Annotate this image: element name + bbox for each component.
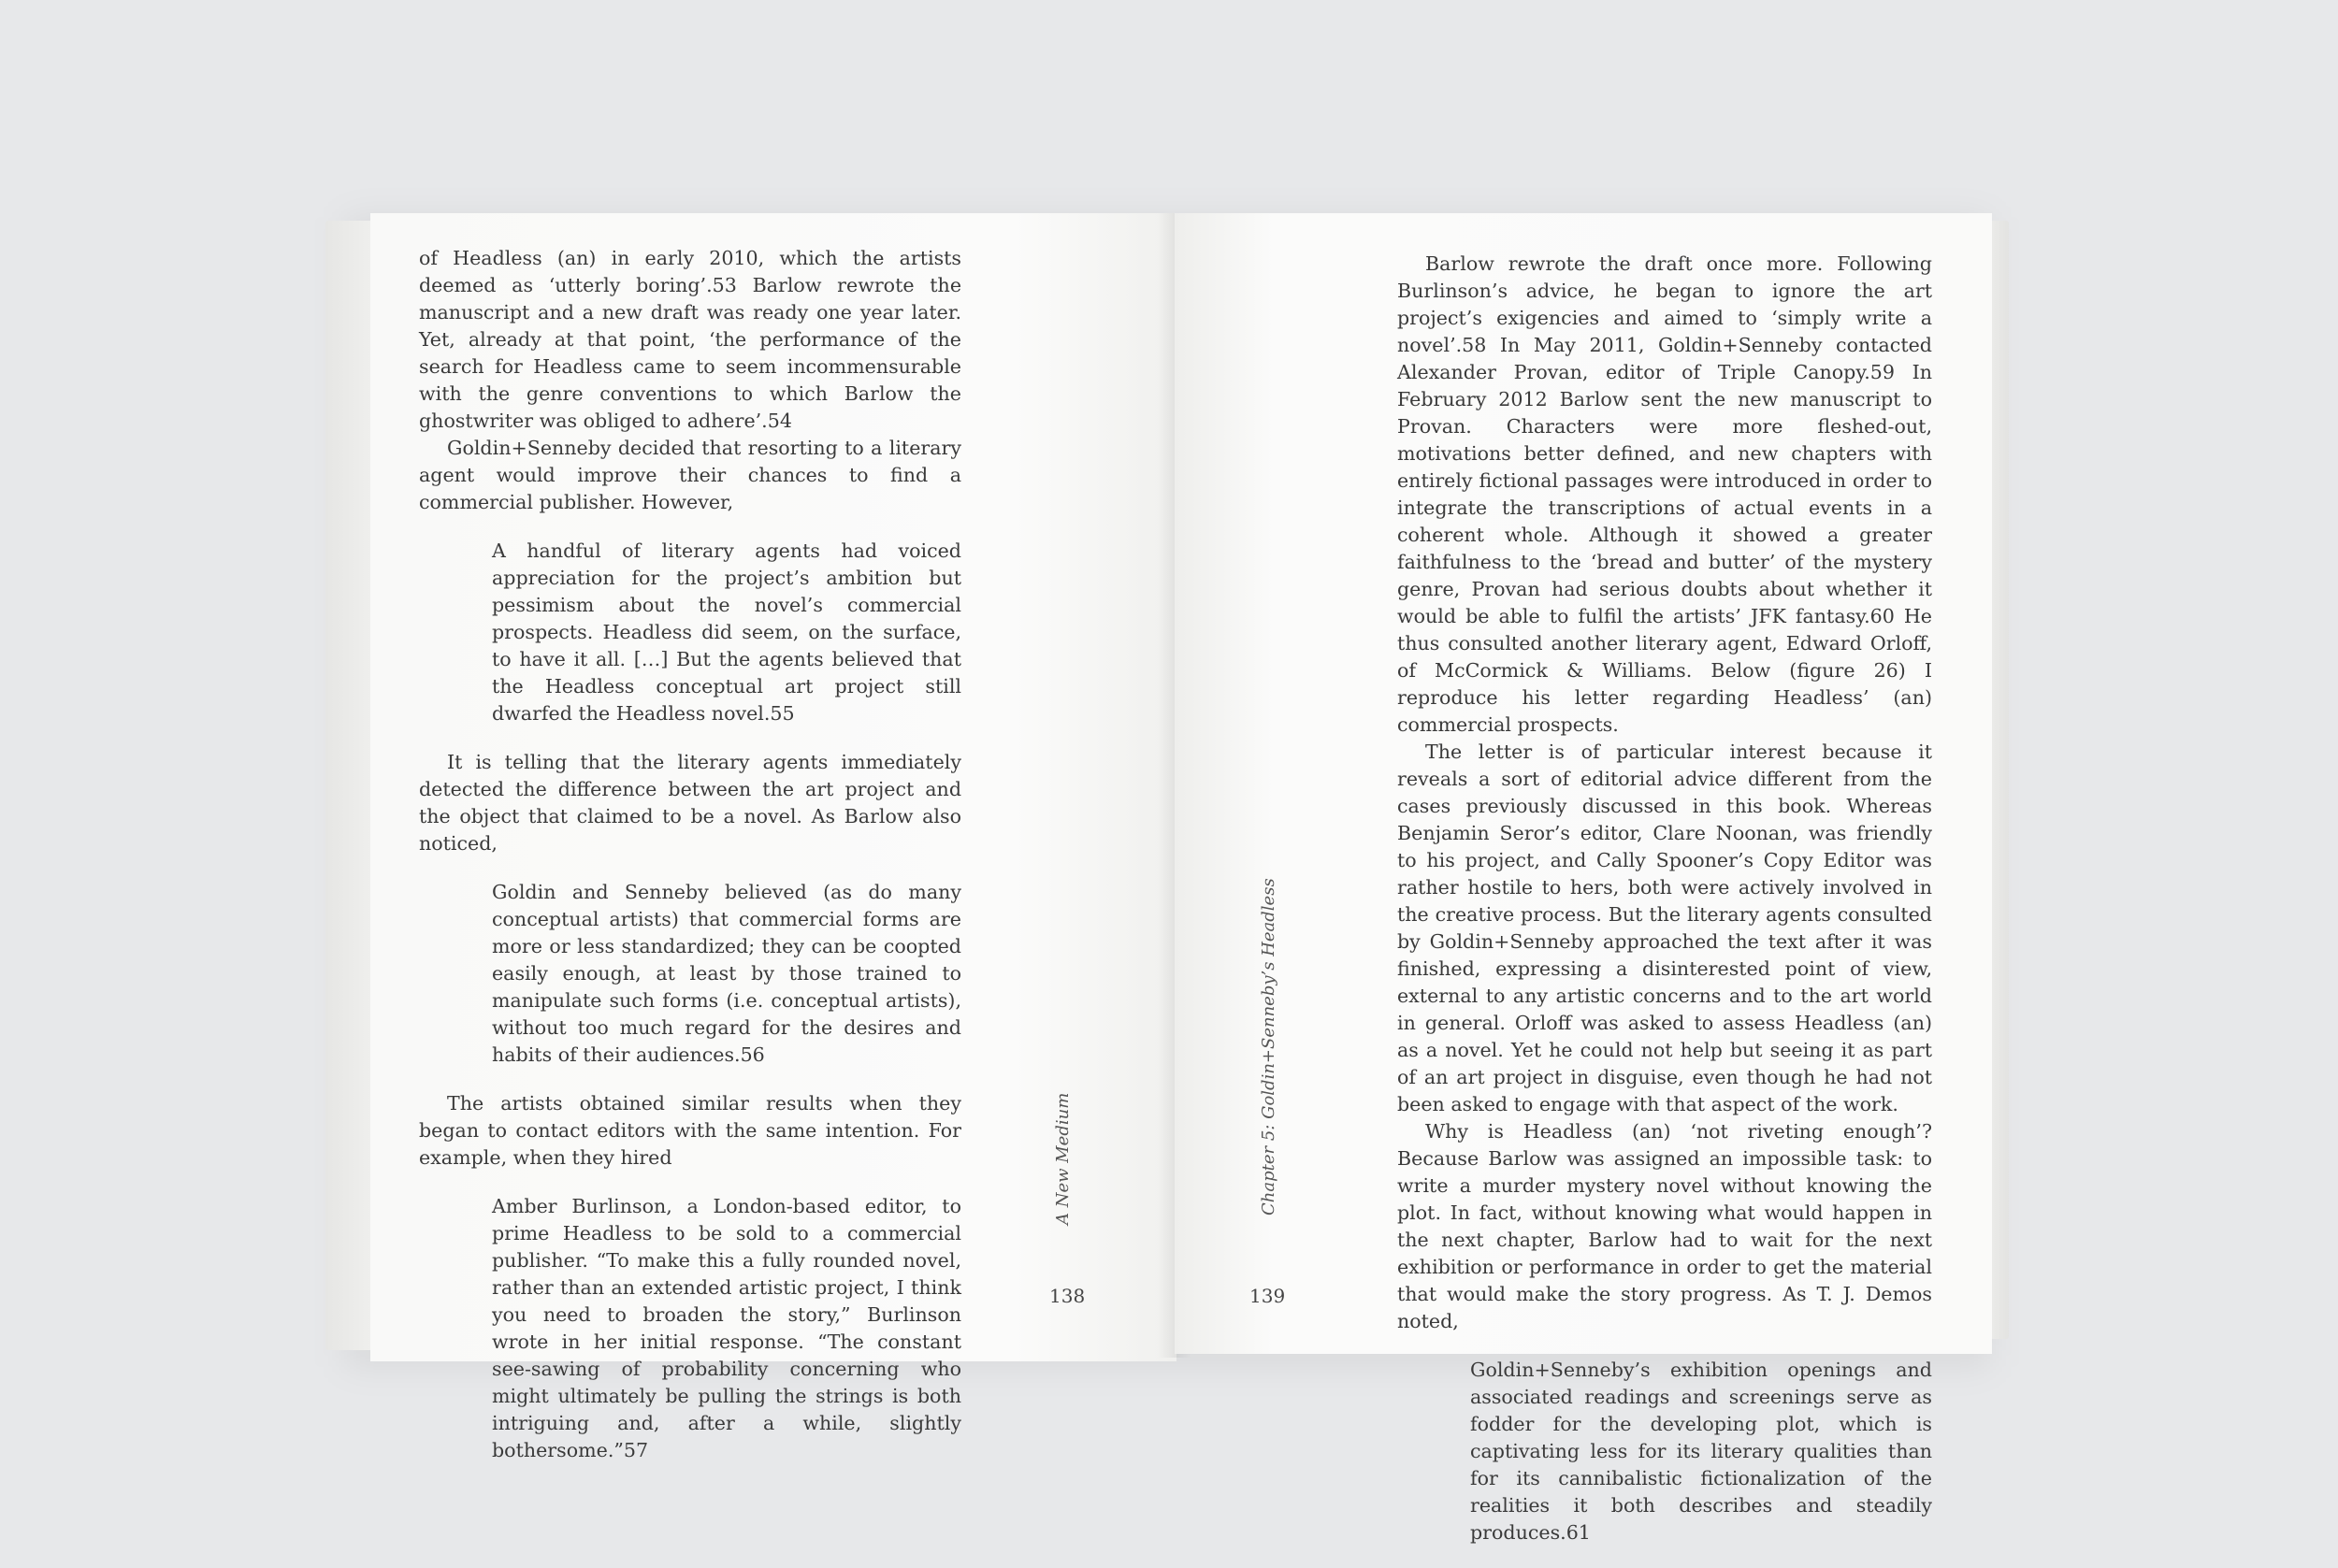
paragraph: It is telling that the literary agents immediately detected the difference between the art project and the object that claimed to be a novel. As Barlow also noticed, (419, 751, 961, 855)
block-quote: Goldin and Senneby believed (as do many conceptual artists) that commercial forms are more or less standardized; they can be coopted easily enough, at least by those trained to manipulate such forms (i.e. conceptual artists), without too much regard for the desires and habits of their audiences.56 (492, 881, 961, 1066)
paragraph: Why is Headless (an) ‘not riveting enough’? Because Barlow was assigned an impossible task: to write a murder mystery novel without knowing the plot. In fact, without knowing what would happen in the next chapter, Barlow had to wait for the next exhibition or performance in order to get the material that would make the story progress. As T. J. Demos noted, (1397, 1120, 1932, 1332)
paragraph: Goldin+Senneby decided that resorting to a literary agent would improve their chances to find a commercial publisher. However, (419, 437, 961, 513)
page-number: 138 (1049, 1285, 1086, 1307)
block-quote: A handful of literary agents had voiced appreciation for the project’s ambition but pessimism about the novel’s commercial prospects. Headless did seem, on the surface, to have it all. […] But the agents believed that the Headless conceptual art project still dwarfed the Headless novel.55 (492, 539, 961, 725)
page-number: 139 (1249, 1285, 1286, 1307)
running-head: Chapter 5: Goldin+Senneby’s Headless (1259, 878, 1278, 1216)
block-quote: Amber Burlinson, a London-based editor, to prime Headless to be sold to a commercial publisher. “To make this a fully rounded novel, rather than an extended artistic project, I think you need to broaden the story,” Burlinson wrote in her initial response. “The constant see-sawing of probability concerning who might ultimately be pulling the strings is both intriguing and, after a while, slightly bothersome.”57 (492, 1195, 961, 1461)
paragraph: of Headless (an) in early 2010, which the artists deemed as ‘utterly boring’.53 Barlow rewrote the manuscript and a new draft was ready one year later. Yet, already at that point, ‘the performance of the search for Headless came to seem incommensurable with the genre conventions to which Barlow the ghostwriter was obliged to adhere’.54 (419, 247, 961, 432)
block-quote: Goldin+Senneby’s exhibition openings and associated readings and screenings serve as fodder for the developing plot, which is captivating less for its literary qualities than for its cannibalistic fictionalization of the realities it both describes and steadily produces.61 (1470, 1359, 1932, 1544)
paragraph: The artists obtained similar results when they began to contact editors with the same intention. For example, when they hired (419, 1092, 961, 1169)
running-head: A New Medium (1053, 1092, 1073, 1225)
right-page-body (1397, 251, 1932, 1568)
right-page (1175, 213, 1992, 1544)
left-page-body (419, 245, 961, 1464)
paragraph: The letter is of particular interest because it reveals a sort of editorial advice different from the cases previously discussed in this book. Whereas Benjamin Seror’s editor, Clare Noonan, was friendly to his project, and Cally Spooner’s Copy Editor was rather hostile to hers, both were actively involved in the creative process. But the literary agents consulted by Goldin+Senneby approached the text after it was finished, expressing a disinterested point of view, external to any artistic concerns and to the art world in general. Orloff was asked to assess Headless (an) as a novel. Yet he could not help but seeing it as part of an art project in disguise, even though he had not been asked to engage with that aspect of the work. (1397, 741, 1932, 1115)
left-page (370, 213, 1176, 1461)
paragraph: Barlow rewrote the draft once more. Following Burlinson’s advice, he began to ignore the art project’s exigencies and aimed to ‘simply write a novel’.58 In May 2011, Goldin+Senneby contacted Alexander Provan, editor of Triple Canopy.59 In February 2012 Barlow sent the new manuscript to Provan. Characters were more fleshed-out, motivations better defined, and new chapters with entirely fictional passages were introduced in order to integrate the transcriptions of actual events in a coherent whole. Although it showed a greater faithfulness to the ‘bread and butter’ of the mystery genre, Provan had serious doubts about whether it would be able to fulfil the artists’ JFK fantasy.60 He thus consulted another literary agent, Edward Orloff, of McCormick & Williams. Below (figure 26) I reproduce his letter regarding Headless’ (an) commercial prospects. (1397, 252, 1932, 736)
